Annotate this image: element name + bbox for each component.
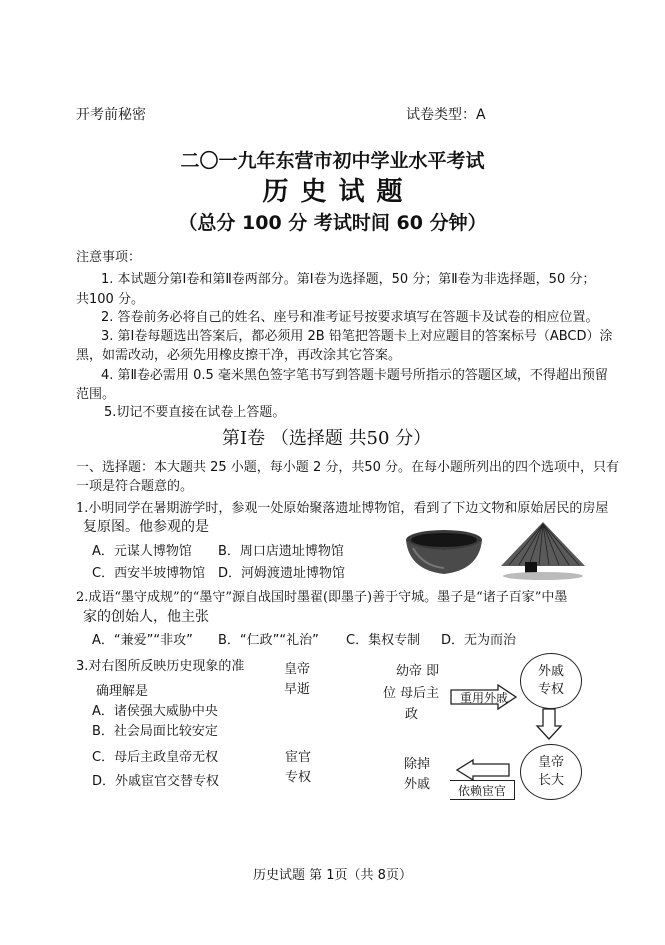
q3-option-d[interactable]: D．外戚宦官交替专权: [92, 774, 220, 789]
instructions-line: 一项是符合题意的。: [76, 479, 194, 494]
left-arrow-icon: [455, 759, 511, 781]
diagram-eunuch-power: 专权: [285, 770, 312, 785]
diagram-young-emperor: 政: [405, 707, 419, 722]
arrow-label-favor-relatives: 重用外戚: [459, 690, 508, 705]
notes-heading: 注意事项：: [76, 250, 142, 265]
q1-stem: 1.小明同学在暑期游学时，参观一处原始聚落遗址博物馆，看到了下边文物和原始居民的房屋: [76, 501, 609, 516]
paper-type-label: 试卷类型：A: [406, 107, 486, 123]
diagram-young-emperor: 位 母后主: [383, 686, 440, 701]
q1-option-d[interactable]: D．河姆渡遗址博物馆: [218, 566, 346, 581]
note-item: 黑，如需改动，必须先用橡皮擦干净，再改涂其它答案。: [76, 348, 402, 363]
arrow-label-rely-eunuchs: 依赖宦官: [450, 780, 515, 800]
diagram-circle-emperor-grown: [520, 744, 582, 800]
q2-stem: 家的创始人，他主张: [83, 609, 209, 625]
q3-stem: 确理解是: [96, 684, 149, 699]
down-arrow-icon: [535, 708, 563, 740]
diagram-circle-relatives-power: [520, 653, 582, 709]
diagram-eunuch-power: 宦官: [285, 750, 312, 765]
diagram-emperor-died: 早逝: [284, 682, 311, 697]
note-item: 共100 分。: [76, 292, 144, 307]
confidential-label: 开考前秘密: [76, 107, 146, 123]
circle-text: 长大: [537, 773, 564, 788]
q2-option-a[interactable]: A．“兼爱”“非攻”: [92, 633, 193, 648]
diagram-remove-relatives: 除掉: [404, 757, 431, 772]
circle-text: 外戚: [537, 664, 564, 679]
q2-stem: 2.成语“墨守成规”的“墨守”源自战国时墨翟(即墨子)善于守城。墨子是“诸子百家”中墨: [76, 590, 568, 605]
note-item: 1. 本试题分第Ⅰ卷和第Ⅱ卷两部分。第Ⅰ卷为选择题，50 分；第Ⅱ卷为非选择题，50 分；: [101, 272, 596, 287]
diagram-emperor-died: 皇帝: [284, 662, 311, 677]
q3-option-b[interactable]: B．社会局面比较安定: [92, 724, 218, 739]
q2-option-b[interactable]: B．“仁政”“礼治”: [218, 633, 319, 648]
q3-option-c[interactable]: C．母后主政皇帝无权: [92, 750, 219, 765]
q3-option-a[interactable]: A．诸侯强大威胁中央: [92, 704, 218, 719]
q3-stem: 3.对右图所反映历史现象的准: [76, 659, 245, 674]
diagram-remove-relatives: 外戚: [404, 777, 431, 792]
exam-meta: （总分 100 分 考试时间 60 分钟）: [178, 212, 487, 234]
thatched-hut-icon: [495, 520, 591, 582]
note-item: 范围。: [76, 387, 116, 402]
note-item: 2. 答卷前务必将自己的姓名、座号和准考证号按要求填写在答题卡及试卷的相应位置。: [101, 310, 599, 325]
subject-title: 历史试题: [262, 177, 415, 207]
q1-stem: 复原图。他参观的是: [83, 519, 209, 535]
section-title: 第Ⅰ卷 （选择题 共50 分）: [222, 428, 432, 449]
note-item: 5.切记不要直接在试卷上答题。: [104, 405, 286, 420]
circle-text: 专权: [537, 682, 564, 697]
pottery-bowl-icon: [403, 526, 485, 580]
diagram-young-emperor: 幼帝 即: [396, 664, 440, 679]
q1-option-b[interactable]: B．周口店遗址博物馆: [218, 544, 344, 559]
page-footer: 历史试题 第 1页（共 8页）: [253, 868, 412, 883]
exam-title: 二〇一九年东营市初中学业水平考试: [180, 150, 485, 172]
q2-option-c[interactable]: C．集权专制: [346, 633, 421, 648]
q1-option-a[interactable]: A．元谋人博物馆: [92, 544, 192, 559]
note-item: 3. 第Ⅰ卷每题选出答案后，都必须用 2B 铅笔把答题卡上对应题目的答案标号（ABCD）涂: [101, 329, 613, 344]
instructions-line: 一、选择题：本大题共 25 小题，每小题 2 分，共50 分。在每小题所列出的四个选项中，只有: [76, 460, 620, 475]
q2-option-d[interactable]: D．无为而治: [441, 633, 517, 648]
circle-text: 皇帝: [537, 755, 564, 770]
note-item: 4. 第Ⅱ卷必需用 0.5 毫米黑色签字笔书写到答题卡题号所指示的答题区域，不得超出预留: [101, 368, 608, 383]
q1-option-c[interactable]: C．西安半坡博物馆: [92, 566, 206, 581]
